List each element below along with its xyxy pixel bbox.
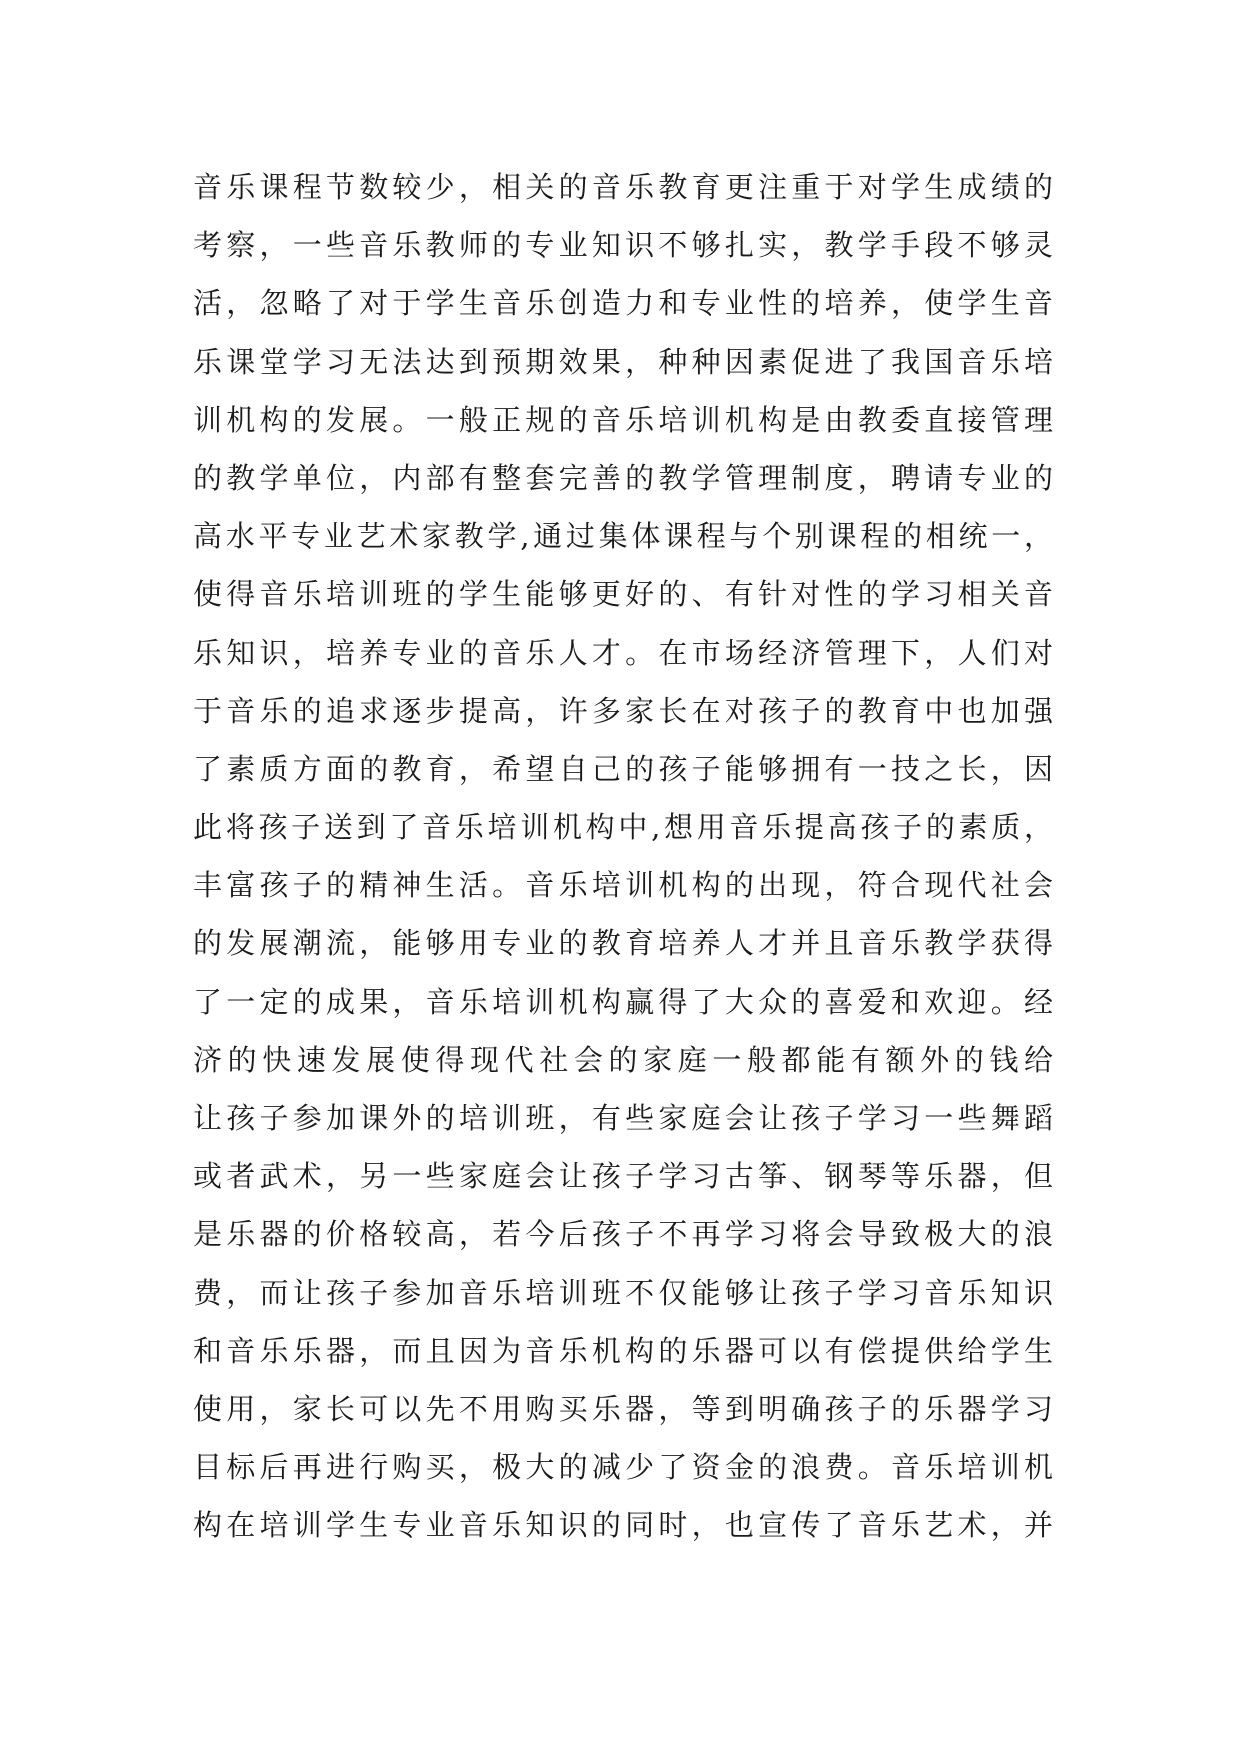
text-line: 使用，家长可以先不用购买乐器，等到明确孩子的乐器学习 xyxy=(193,1391,1053,1426)
text-line: 让孩子参加课外的培训班，有些家庭会让孩子学习一些舞蹈 xyxy=(193,1101,1053,1135)
body-paragraph xyxy=(193,158,1053,1555)
text-line: 乐知识，培养专业的音乐人才。在市场经济管理下，人们对 xyxy=(193,635,1053,670)
text-line: 乐课堂学习无法达到预期效果，种种因素促进了我国音乐培 xyxy=(193,344,1053,379)
text-line: 或者武术，另一些家庭会让孩子学习古筝、钢琴等乐器，但 xyxy=(193,1159,1053,1194)
text-line: 和音乐乐器，而且因为音乐机构的乐器可以有偿提供给学生 xyxy=(193,1333,1053,1368)
text-line: 了素质方面的教育，希望自己的孩子能够拥有一技之长，因 xyxy=(193,751,1053,786)
text-line: 济的快速发展使得现代社会的家庭一般都能有额外的钱给 xyxy=(193,1042,1053,1077)
text-line: 考察，一些音乐教师的专业知识不够扎实，教学手段不够灵 xyxy=(193,228,1053,263)
text-line: 于音乐的追求逐步提高，许多家长在对孩子的教育中也加强 xyxy=(193,693,1053,728)
text-line: 丰富孩子的精神生活。音乐培训机构的出现，符合现代社会 xyxy=(193,868,1053,903)
text-line: 音乐课程节数较少，相关的音乐教育更注重于对学生成绩的 xyxy=(193,170,1053,204)
text-line: 的教学单位，内部有整套完善的教学管理制度，聘请专业的 xyxy=(193,460,1053,495)
text-line: 活，忽略了对于学生音乐创造力和专业性的培养，使学生音 xyxy=(193,286,1053,321)
text-line: 是乐器的价格较高，若今后孩子不再学习将会导致极大的浪 xyxy=(193,1217,1053,1252)
text-line: 的发展潮流，能够用专业的教育培养人才并且音乐教学获得 xyxy=(193,926,1053,961)
text-line: 目标后再进行购买，极大的减少了资金的浪费。音乐培训机 xyxy=(193,1450,1053,1485)
text-line: 高水平专业艺术家教学,通过集体课程与个别课程的相统一， xyxy=(193,519,1053,554)
text-line: 了一定的成果，音乐培训机构赢得了大众的喜爱和欢迎。经 xyxy=(193,984,1053,1019)
text-line: 训机构的发展。一般正规的音乐培训机构是由教委直接管理 xyxy=(193,402,1053,437)
text-line: 使得音乐培训班的学生能够更好的、有针对性的学习相关音 xyxy=(193,577,1053,612)
text-line: 费，而让孩子参加音乐培训班不仅能够让孩子学习音乐知识 xyxy=(193,1275,1053,1310)
text-line: 构在培训学生专业音乐知识的同时，也宣传了音乐艺术，并 xyxy=(193,1508,1053,1543)
text-line: 此将孩子送到了音乐培训机构中,想用音乐提高孩子的素质， xyxy=(193,810,1053,845)
